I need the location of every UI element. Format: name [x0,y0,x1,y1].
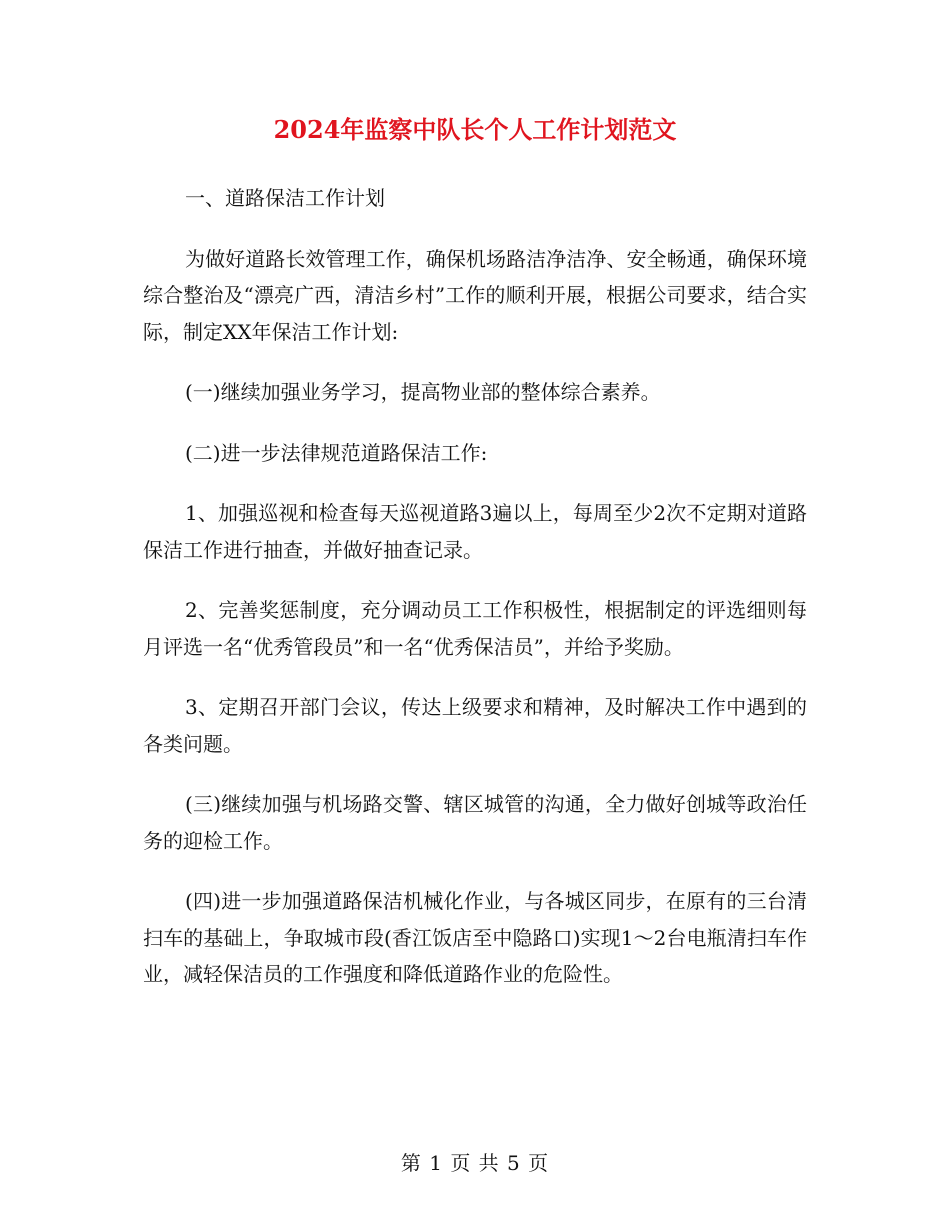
document-body [143,180,807,1017]
paragraph-subitem-1: 1、加强巡视和检查每天巡视道路3遍以上，每周至少2次不定期对道路保洁工作进行抽查，并做好抽查记录。 [143,501,807,562]
page-footer: 第 1 页 共 5 页 [400,1151,550,1175]
paragraph-item-3: (三)继续加强与机场路交警、辖区城管的沟通，全力做好创城等政治任务的迎检工作。 [143,792,807,853]
section-heading-road-cleaning: 一、道路保洁工作计划 [185,186,385,210]
paragraph-item-1: (一)继续加强业务学习，提高物业部的整体综合素养。 [185,380,661,404]
paragraph-subitem-2: 2、完善奖惩制度，充分调动员工工作积极性，根据制定的评选细则每月评选一名“优秀管段员”和一名“优秀保洁员”，并给予奖励。 [143,598,807,659]
document-title: 2024年监察中队长个人工作计划范文 [273,115,677,144]
paragraph-subitem-3: 3、定期召开部门会议，传达上级要求和精神，及时解决工作中遇到的各类问题。 [143,695,807,756]
paragraph-item-4: (四)进一步加强道路保洁机械化作业，与各城区同步，在原有的三台清扫车的基础上，争取城市段(香江饭店至中隐路口)实现1～2台电瓶清扫车作业，减轻保洁员的工作强度和降低道路作业的危险性。 [143,889,807,986]
paragraph-item-2: (二)进一步法律规范道路保洁工作: [185,440,488,465]
paragraph-intro: 为做好道路长效管理工作，确保机场路洁净洁净、安全畅通，确保环境综合整治及“漂亮广西，清洁乡村”工作的顺利开展，根据公司要求，结合实际，制定XX年保洁工作计划: [143,246,807,344]
